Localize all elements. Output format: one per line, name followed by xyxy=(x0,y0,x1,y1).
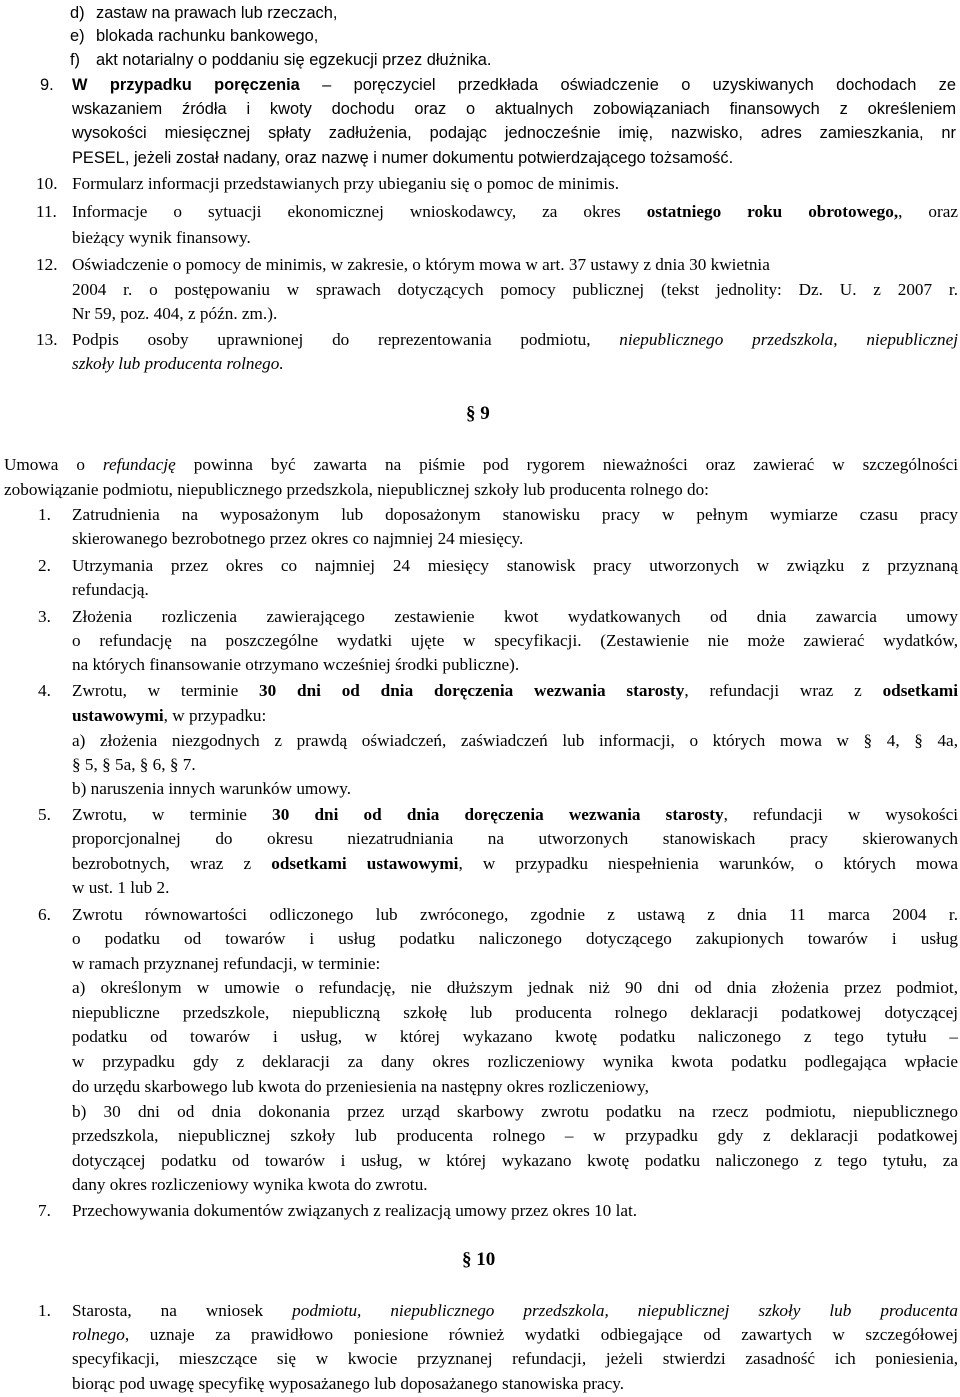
text-line: b) naruszenia innych warunków umowy. xyxy=(72,779,352,798)
item-number: 11. xyxy=(36,202,57,221)
text-line: podatku od towarów i usług, w której wykazano kwotę podatku naliczonego z tego tytułu – xyxy=(72,1027,958,1046)
text-span: Starosta, na wniosek xyxy=(72,1301,264,1320)
text-line xyxy=(72,1323,958,1347)
text-line: skierowanego bezrobotnego przez okres co najmniej 24 miesięcy. xyxy=(72,529,524,548)
text-line: wskazaniem źródła i kwoty dochodu oraz o aktualnych zobowiązaniach finansowych z określeniem xyxy=(72,100,956,118)
text-line: refundacją. xyxy=(72,580,149,599)
text-line: o refundację na poszczególne wydatki ujęte w specyfikacji. (Zestawienie nie może zawierać wydatków, xyxy=(72,631,958,650)
item-number: 2. xyxy=(38,556,51,575)
item-label: d) xyxy=(70,4,85,22)
text-line: o podatku od towarów i usług podatku naliczonego dotyczącego zakupionych towarów i usług xyxy=(72,929,958,948)
bold-text: odsetkami xyxy=(882,681,959,700)
bold-text: 30 dni od dnia doręczenia wezwania starosty xyxy=(259,681,685,700)
text-line: a) określonym w umowie o refundację, nie dłuższym jednak niż 90 dni od dnia złożenia przez podmiot, xyxy=(72,978,958,997)
text-line: b) 30 dni od dnia dokonania przez urząd skarbowy zwrotu podatku na rzecz podmiotu, niepublicznego xyxy=(72,1102,958,1121)
text-line: Formularz informacji przedstawianych przy ubieganiu się o pomoc de minimis. xyxy=(72,174,619,193)
item-label: e) xyxy=(70,27,85,45)
item-number: 9. xyxy=(40,76,54,94)
item-text: blokada rachunku bankowego, xyxy=(96,27,319,45)
text-line: w ramach przyznanej refundacji, w terminie: xyxy=(72,954,381,973)
text-span: , refundacji wraz z xyxy=(684,681,862,700)
text-line: wysokości miesięcznej spłaty zadłużenia, podając jednocześnie imię, nazwisko, adres zamieszkania, nr xyxy=(72,124,956,142)
text-line: bieżący wynik finansowy. xyxy=(72,228,251,247)
text-line: Przechowywania dokumentów związanych z realizacją umowy przez okres 10 lat. xyxy=(72,1201,638,1220)
text-line: w ust. 1 lub 2. xyxy=(72,878,170,897)
text-span: , uznaje za prawidłowo poniesione również wydatki odbiegające od zawartych w szczegółowej xyxy=(124,1325,958,1344)
item-label: f) xyxy=(70,51,81,69)
text-line: proporcjonalnej do okresu niezatrudniania na utworzonych stanowiskach pracy skierowanych xyxy=(72,829,958,848)
item-number: 13. xyxy=(36,330,58,349)
italic-text: podmiotu, niepublicznego przedszkola, niepublicznej szkoły lub producenta xyxy=(292,1301,958,1320)
text-line: zobowiązanie podmiotu, niepublicznego przedszkola, niepublicznej szkoły lub producenta rolnego do: xyxy=(4,480,709,499)
item-number: 7. xyxy=(38,1201,51,1220)
text-line: Zwrotu równowartości odliczonego lub zwróconego, zgodnie z ustawą z dnia 11 marca 2004 r. xyxy=(72,905,958,924)
text-line: do urzędu skarbowego lub kwota do przeniesienia na następny okres rozliczeniowy, xyxy=(72,1077,649,1096)
text-line: biorąc pod uwagę specyfikę wyposażanego lub doposażanego stanowiska pracy. xyxy=(72,1374,625,1393)
text-line: dany okres rozliczeniowy wynika kwota do zwrotu. xyxy=(72,1175,428,1194)
italic-text: refundację xyxy=(102,455,176,474)
item-number: 5. xyxy=(38,805,51,824)
item-number: 1. xyxy=(38,1301,51,1320)
text-line: a) złożenia niezgodnych z prawdą oświadczeń, zaświadczeń lub informacji, o których mowa w § 4, § 4a, xyxy=(72,731,958,750)
text-line: w przypadku gdy z deklaracji za dany okres rozliczeniowy wynika kwota podatku podlegająca wpłacie xyxy=(72,1052,958,1071)
item-number: 4. xyxy=(38,681,51,700)
section-heading: § 9 xyxy=(466,403,490,424)
text-line: niepubliczne przedszkole, niepubliczną szkołę lub producenta rolnego deklaracji podatkowej dotyczącej xyxy=(72,1003,958,1022)
text-line xyxy=(72,704,266,728)
text-line: Oświadczenie o pomocy de minimis, w zakresie, o którym mowa w art. 37 ustawy z dnia 30 kwietnia xyxy=(72,255,770,274)
text-line xyxy=(72,679,958,703)
text-span: powinna być zawarta na piśmie pod rygorem nieważności oraz zawierać w szczególności xyxy=(193,455,959,474)
bold-text: W przypadku poręczenia xyxy=(72,76,300,94)
section-heading: § 10 xyxy=(462,1249,496,1270)
item-text: zastaw na prawach lub rzeczach, xyxy=(96,4,338,22)
text-line xyxy=(72,73,956,97)
text-line: Nr 59, poz. 404, z późn. zm.). xyxy=(72,304,278,323)
text-line xyxy=(72,200,958,224)
item-number: 6. xyxy=(38,905,51,924)
text-span: , oraz xyxy=(898,202,959,221)
text-line xyxy=(72,352,284,376)
bold-text: ustawowymi xyxy=(72,706,164,725)
text-span: Informacje o sytuacji ekonomicznej wnioskodawcy, za okres xyxy=(72,202,621,221)
item-number: 3. xyxy=(38,607,51,626)
text-line: Utrzymania przez okres co najmniej 24 miesięcy stanowisk pracy utworzonych w związku z przyznaną xyxy=(72,556,958,575)
text-line: przedszkola, niepublicznej szkoły lub producenta rolnego – w przypadku gdy z deklaracji podatkowej xyxy=(72,1126,958,1145)
italic-text: rolnego xyxy=(72,1325,125,1344)
bold-text: 30 dni od dnia doręczenia wezwania starosty xyxy=(272,805,724,824)
text-span: Umowa o xyxy=(4,455,85,474)
text-span: , refundacji w wysokości xyxy=(723,805,959,824)
text-line: dotyczącej podatku od towarów i usług, w której wykazano kwotę podatku naliczonego z tego tytułu, za xyxy=(72,1151,958,1170)
italic-text: szkoły lub producenta rolnego. xyxy=(72,354,284,373)
bold-text: odsetkami ustawowymi xyxy=(271,854,459,873)
text-span: , w przypadku niespełnienia warunków, o których mowa xyxy=(458,854,959,873)
text-line xyxy=(72,803,958,827)
text-line: specyfikacji, mieszczące się w kwocie przyznanej refundacji, jeżeli stwierdzi zasadność ich poniesienia, xyxy=(72,1349,958,1368)
italic-text: niepublicznego przedszkola, niepublicznej xyxy=(619,330,958,349)
text-span: bezrobotnych, wraz z xyxy=(72,854,252,873)
text-span: , w przypadku: xyxy=(163,706,267,725)
text-line xyxy=(4,453,958,477)
text-line: PESEL, jeżeli został nadany, oraz nazwę i numer dokumentu potwierdzającego tożsamość. xyxy=(72,149,734,167)
text-line: Złożenia rozliczenia zawierającego zestawienie kwot wydatkowanych od dnia zawarcia umowy xyxy=(72,607,958,626)
text-line xyxy=(72,1299,958,1323)
text-line: na których finansowanie otrzymano wcześniej środki publiczne). xyxy=(72,655,520,674)
item-number: 1. xyxy=(38,505,51,524)
text-line xyxy=(72,328,958,352)
text-span: Zwrotu, w terminie xyxy=(72,681,239,700)
text-line: § 5, § 5a, § 6, § 7. xyxy=(72,755,196,774)
item-text: akt notarialny o poddaniu się egzekucji przez dłużnika. xyxy=(96,51,492,69)
text-line: Zatrudnienia na wyposażonym lub doposażonym stanowisku pracy w pełnym wymiarze czasu pracy xyxy=(72,505,958,524)
item-number: 10. xyxy=(36,174,58,193)
text-line xyxy=(72,852,958,876)
text-span: Podpis osoby uprawnionej do reprezentowania podmiotu, xyxy=(72,330,591,349)
text-span: Zwrotu, w terminie xyxy=(72,805,247,824)
bold-text: ostatniego roku obrotowego, xyxy=(646,202,899,221)
text-line: 2004 r. o postępowaniu w sprawach dotyczących pomocy publicznej (tekst jednolity: Dz. U. z 2007 r. xyxy=(72,280,958,299)
item-number: 12. xyxy=(36,255,58,274)
text-span: – poręczyciel przedkłada oświadczenie o uzyskiwanych dochodach ze xyxy=(322,76,956,94)
